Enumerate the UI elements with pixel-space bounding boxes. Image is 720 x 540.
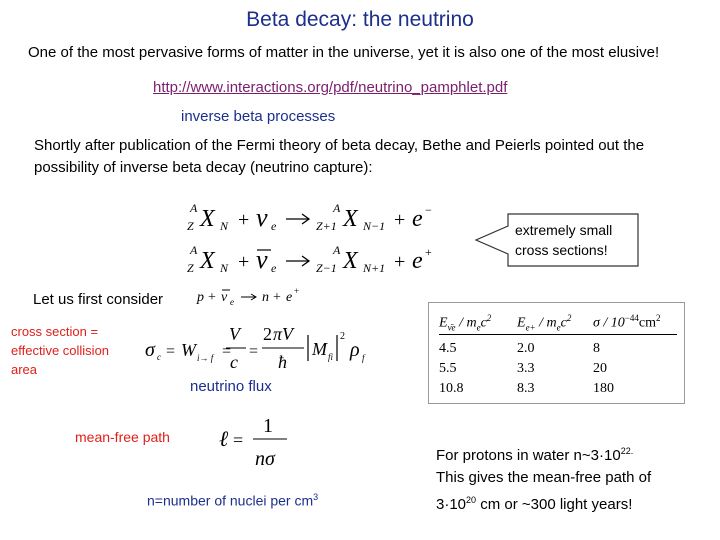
eq2-nucleus: X: [200, 248, 215, 274]
equation-beta-minus: [180, 198, 440, 238]
conclusion-line-3-pre: 3·10: [436, 496, 467, 513]
pamphlet-link[interactable]: http://www.interactions.org/pdf/neutrino_pamphlet.pdf: [153, 79, 508, 96]
eq2-atomic-number: Z: [187, 261, 194, 275]
conclusion-exp-1: 22.: [620, 446, 634, 456]
conclusion-line-3-post: cm or ~300 light years!: [476, 496, 633, 513]
eq1-atomic-number: Z: [187, 219, 194, 233]
eq2-mass-number: A: [190, 243, 198, 257]
svg-text:+: +: [238, 209, 250, 231]
table-row: [439, 359, 677, 379]
inverse-beta-label: inverse beta processes: [181, 108, 336, 125]
svg-text:+: +: [294, 286, 300, 296]
eq2-antineutrino: ν: [256, 245, 268, 274]
conclusion-block: [436, 440, 716, 516]
eq1-neutrino-flavor: e: [271, 219, 277, 233]
table-cell: 10.8: [439, 381, 464, 397]
svg-text:p: p: [197, 290, 204, 305]
svg-text:f: f: [362, 353, 365, 363]
eq1-product-nucleus: X: [343, 206, 358, 232]
n-definition: n=number of nuclei per $cm^3$: [147, 492, 319, 509]
svg-text:=: =: [233, 430, 244, 450]
svg-text:2: 2: [263, 324, 272, 344]
svg-text:=: =: [249, 343, 259, 360]
eq1-mass-number: A: [190, 201, 198, 215]
conclusion-line-2: This gives the mean-free path of: [436, 469, 652, 486]
eq1-product-z: Z+1: [316, 219, 337, 233]
svg-text:+: +: [394, 251, 406, 273]
conclusion-line-1: For protons in water n~3·10: [436, 447, 621, 464]
table-cell: 8.3: [517, 381, 535, 397]
intro-text: One of the most pervasive forms of matter in the universe, yet it is also one of the most elusive!: [28, 44, 660, 61]
table-cell: 2.0: [517, 341, 535, 357]
svg-text:+: +: [238, 251, 250, 273]
equation-beta-plus: [180, 240, 440, 280]
eq2-neutrino-flavor: e: [271, 261, 277, 275]
svg-text:W: W: [181, 340, 196, 360]
eq2-positron-charge: +: [425, 245, 432, 259]
reaction-equation: [195, 284, 315, 310]
svg-text:+: +: [394, 209, 406, 231]
svg-text:fi: fi: [328, 352, 334, 362]
table-row: [439, 379, 677, 399]
table-header-cell: $E_{\nūe} / m_ec^2$: [439, 313, 492, 333]
cross-section-note-1: cross section =: [11, 324, 99, 339]
svg-text:c: c: [157, 352, 161, 362]
table-row: [439, 335, 677, 360]
cross-section-table-box: [428, 302, 685, 404]
consider-text: Let us first consider: [33, 291, 164, 308]
callout-line-2: cross sections!: [515, 242, 608, 258]
svg-text:=: =: [166, 343, 176, 360]
table-header-cell: $E_{e+} / m_ec^2$: [517, 313, 572, 333]
table-cell: 5.5: [439, 361, 457, 377]
svg-text:=: =: [222, 343, 232, 360]
cross-section-note-3: area: [11, 362, 38, 377]
mfp-formula: [215, 410, 305, 472]
eq2-positron: e: [412, 248, 423, 274]
eq1-neutron-number: N: [220, 219, 229, 233]
eq2-product-n: N+1: [363, 261, 386, 275]
svg-text:n: n: [262, 290, 269, 305]
svg-text:ν: ν: [221, 290, 228, 305]
flux-label: neutrino flux: [190, 378, 272, 395]
cross-section-table: [439, 311, 677, 399]
eq1-nucleus: X: [200, 206, 215, 232]
svg-text:nσ: nσ: [255, 448, 275, 470]
svg-text:ℓ: ℓ: [219, 426, 229, 451]
svg-text:c: c: [230, 352, 238, 372]
table-cell: 20: [593, 361, 607, 377]
mfp-label: mean-free path: [75, 429, 170, 445]
svg-text:ħ: ħ: [278, 352, 287, 372]
eq2-product-mass: A: [333, 243, 341, 257]
table-header-cell: σ / $10^{-44}cm^2$: [593, 313, 661, 332]
svg-text:ρ: ρ: [350, 339, 360, 361]
eq1-electron: e: [412, 206, 423, 232]
svg-text:1: 1: [263, 415, 273, 437]
svg-text:2: 2: [340, 331, 345, 342]
callout-line-1: extremely small: [515, 222, 613, 238]
cross-section-formula: [142, 318, 382, 380]
table-cell: 180: [593, 381, 614, 397]
eq2-product-nucleus: X: [343, 248, 358, 274]
history-text: Shortly after publication of the Fermi theory of beta decay, Bethe and Peierls pointed out the possibility of inverse beta decay (neutrino capture):: [34, 137, 645, 176]
table-cell: 4.5: [439, 341, 457, 357]
cross-section-note-2: effective collision: [11, 343, 110, 358]
table-cell: 8: [593, 341, 600, 357]
slide-title: Beta decay: the neutrino: [246, 8, 474, 31]
svg-text:σ: σ: [145, 339, 155, 361]
svg-text:M: M: [312, 339, 327, 359]
svg-text:+: +: [208, 290, 216, 305]
eq1-neutrino: ν: [256, 203, 268, 232]
eq2-neutron-number: N: [220, 261, 229, 275]
eq1-electron-charge: −: [425, 203, 432, 217]
table-header-row: [439, 311, 677, 335]
eq1-product-n: N−1: [363, 219, 386, 233]
svg-text:e: e: [286, 290, 293, 305]
eq1-product-mass: A: [333, 201, 341, 215]
eq2-product-z: Z−1: [316, 261, 337, 275]
svg-text:i→ f: i→ f: [197, 353, 214, 363]
svg-text:e: e: [230, 297, 234, 307]
svg-text:V: V: [229, 324, 240, 344]
conclusion-exp-3: 20: [466, 495, 477, 505]
table-cell: 3.3: [517, 361, 535, 377]
svg-text:+: +: [273, 290, 281, 305]
svg-text:πV: πV: [273, 324, 294, 344]
